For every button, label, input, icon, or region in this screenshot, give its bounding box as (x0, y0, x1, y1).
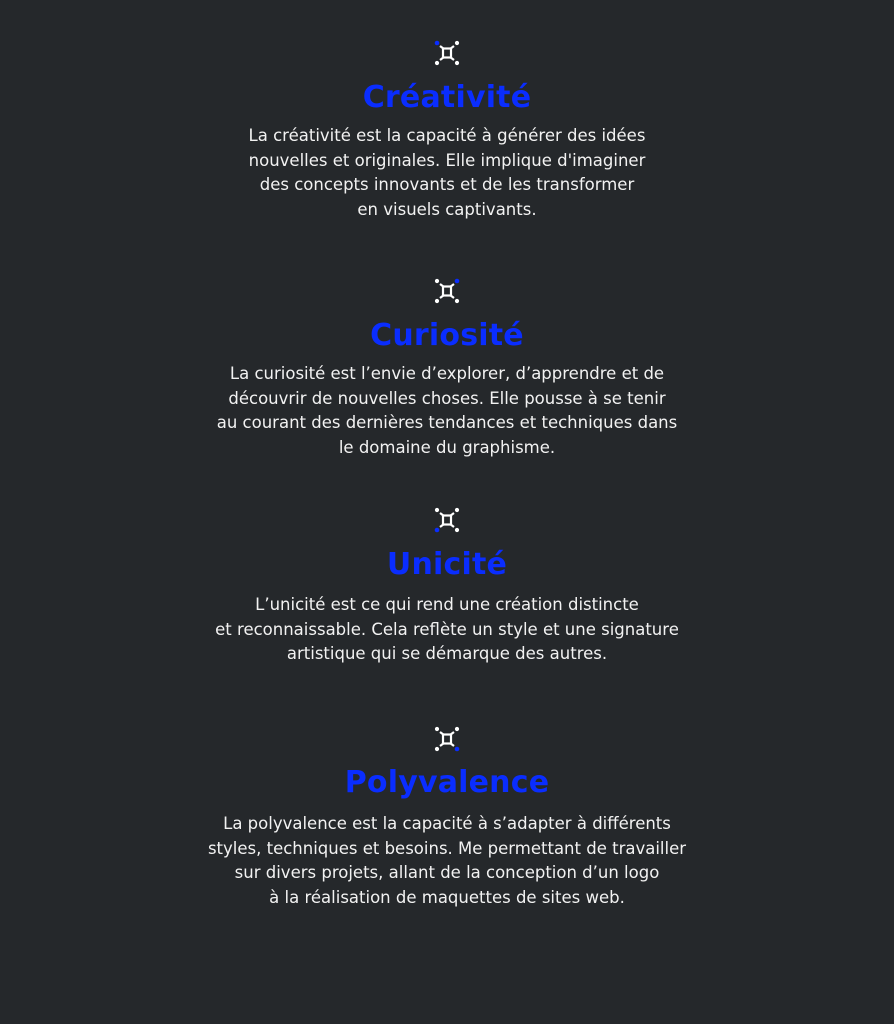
description-line: artistique qui se démarque des autres. (286, 644, 608, 663)
description-line: au courant des dernières tendances et techniques dans (216, 413, 678, 432)
node-square-icon (431, 504, 463, 536)
node-square-icon (431, 275, 463, 307)
description-line: des concepts innovants et de les transformer (259, 175, 635, 194)
description-line: styles, techniques et besoins. Me permettant de travailler (207, 838, 687, 858)
node-square-icon (431, 723, 463, 755)
section-title: Créativité (362, 80, 532, 115)
section-title: Curiosité (370, 318, 524, 353)
description-line: en visuels captivants. (357, 199, 537, 219)
description-line: découvrir de nouvelles choses. Elle pousse à se tenir (228, 388, 666, 408)
section-description (0, 362, 894, 460)
description-line: et reconnaissable. Cela reflète un style et une signature (215, 619, 679, 639)
section-title: Unicité (386, 547, 508, 582)
description-line: sur divers projets, allant de la conception d’un logo (234, 863, 660, 882)
section-description (0, 593, 894, 667)
description-line: La créativité est la capacité à générer des idées (248, 126, 646, 145)
section-description (0, 812, 894, 910)
description-line: à la réalisation de maquettes de sites web. (269, 887, 625, 907)
description-line: le domaine du graphisme. (338, 437, 556, 457)
node-square-icon (431, 37, 463, 69)
section-title: Polyvalence (344, 765, 550, 800)
description-line: L’unicité est ce qui rend une création distincte (255, 595, 639, 614)
description-line: La curiosité est l’envie d’explorer, d’apprendre et de (229, 364, 665, 383)
section-description (0, 124, 894, 222)
description-line: La polyvalence est la capacité à s’adapter à différents (223, 814, 671, 833)
description-line: nouvelles et originales. Elle implique d'imaginer (248, 150, 646, 170)
